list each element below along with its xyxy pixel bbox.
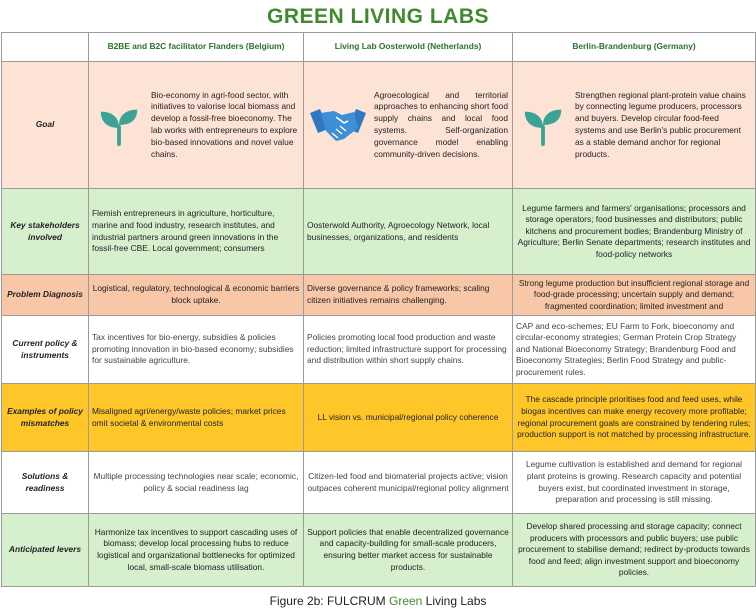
mismatch-berlin: The cascade principle prioritises food and feed uses, while biogas incentives can make energy recovery more profitable; regional procurement goals are constrained by tendering rules; production support is not matched by processing infrastructure. [513, 384, 756, 452]
row-label-policy-mismatches: Examples of policy mismatches [2, 384, 89, 452]
row-label-levers: Anticipated levers [2, 514, 89, 587]
policy-berlin: CAP and eco-schemes; EU Farm to Fork, bioeconomy and circular-economy strategies; German Protein Crop Strategy and National Bioeconomy Strategy; Brandenburg Food and Bioeconomy Strategies; Berlin Food Strategy and public-procurement rules. [513, 316, 756, 384]
goal-cell-oosterwold [304, 62, 513, 189]
caption-prefix: Figure 2b: FULCRUM [269, 594, 389, 608]
column-header-berlin: Berlin-Brandenburg (Germany) [513, 33, 756, 62]
table-row-solutions [2, 452, 756, 514]
goal-text-oosterwold: Agroecological and territorial approaches to enhancing short food supply chains and local food systems. Self-organization governance model enabling community-driven decisions. [374, 89, 508, 159]
stakeholders-flanders: Flemish entrepreneurs in agriculture, horticulture, marine and food industry, research institutes, and industrial partners around green innovations in the fossil-free CBE. Local government; consumers [89, 189, 304, 275]
table-row-goal [2, 62, 756, 189]
table-row-levers [2, 514, 756, 587]
column-header-flanders: B2BE and B2C facilitator Flanders (Belgium) [89, 33, 304, 62]
figure-caption [0, 593, 756, 609]
solutions-oosterwold: Citizen-led food and biomaterial projects active; vision outpaces coherent municipal/regional policy alignment [304, 452, 513, 514]
row-label-current-policy: Current policy & instruments [2, 316, 89, 384]
levers-flanders: Harmonize tax incentives to support cascading uses of biomass; develop local processing hubs to reduce logistical and organizational bottlenecks for optimized local, small-scale biomass utilisation. [89, 514, 304, 587]
policy-oosterwold: Policies promoting local food production and waste reduction; limited infrastructure support for processing and distribution within short supply chains. [304, 316, 513, 384]
solutions-berlin: Legume cultivation is established and demand for regional plant proteins is growing. Research capacity and potential buyers exist, but coordinated investment in storage, preparation and processing is still missing. [513, 452, 756, 514]
corner-cell [2, 33, 89, 62]
living-labs-table [1, 32, 756, 587]
problem-flanders: Logistical, regulatory, technological & economic barriers block uptake. [89, 275, 304, 316]
solutions-flanders: Multiple processing technologies near scale; economic, policy & social readiness lag [89, 452, 304, 514]
mismatch-flanders: Misaligned agri/energy/waste policies; market prices omit societal & environmental costs [89, 384, 304, 452]
table-row-policy-mismatches [2, 384, 756, 452]
handshake-icon [304, 103, 372, 147]
sprout-icon [513, 102, 573, 148]
stakeholders-berlin: Legume farmers and farmers' organisations; processors and storage operators; food businesses and distributors; public kitchens and procurement bodies; Brandenburg Ministry of Agriculture; Berlin Senate departments; research institutes and food-policy networks [513, 189, 756, 275]
goal-cell-berlin [513, 62, 756, 189]
sprout-icon [89, 102, 149, 148]
problem-berlin: Strong legume production but insufficient regional storage and food-grade processing; uncertain supply and demand; fragmented coordination; limited investment and [513, 275, 756, 316]
goal-cell-flanders [89, 62, 304, 189]
header-row [2, 33, 756, 62]
row-label-goal: Goal [2, 62, 89, 189]
table-row-current-policy [2, 316, 756, 384]
mismatch-oosterwold: LL vision vs. municipal/regional policy coherence [304, 384, 513, 452]
caption-accent: Green [388, 594, 423, 608]
table-row-stakeholders [2, 189, 756, 275]
levers-berlin: Develop shared processing and storage capacity; connect producers with processors and public buyers; use public procurement to stabilise demand; redirect by-products towards food and feed; align investment support and bioeconomy policies. [513, 514, 756, 587]
stakeholders-oosterwold: Oosterwold Authority, Agroecology Network, local businesses, organizations, and residents [304, 189, 513, 275]
caption-suffix: Living Labs [422, 594, 487, 608]
row-label-stakeholders: Key stakeholders involved [2, 189, 89, 275]
policy-flanders: Tax incentives for bio-energy, subsidies & policies promoting innovation in bio-based economy; subsidies for sustainable agriculture. [89, 316, 304, 384]
row-label-problem-diagnosis: Problem Diagnosis [2, 275, 89, 316]
column-header-oosterwold: Living Lab Oosterwold (Netherlands) [304, 33, 513, 62]
row-label-solutions: Solutions & readiness [2, 452, 89, 514]
table-row-problem-diagnosis [2, 275, 756, 316]
goal-text-berlin: Strengthen regional plant-protein value chains by connecting legume producers, processors and buyers. Develop circular food-feed systems and use Berlin's public procurement as a stable demand anchor for regional products. [575, 89, 746, 159]
goal-text-flanders: Bio-economy in agri-food sector, with initiatives to valorise local biomass and develop a fossil-free bioeconomy. The lab works with entrepreneurs to explore bio-based innovations and novel value chains. [151, 89, 298, 159]
levers-oosterwold: Support policies that enable decentralized governance and capacity-building for small-scale producers, ensuring better market access for sustainable products. [304, 514, 513, 587]
page-title: GREEN LIVING LABS [266, 5, 490, 28]
problem-oosterwold: Diverse governance & policy frameworks; scaling citizen initiatives remains challenging. [304, 275, 513, 316]
